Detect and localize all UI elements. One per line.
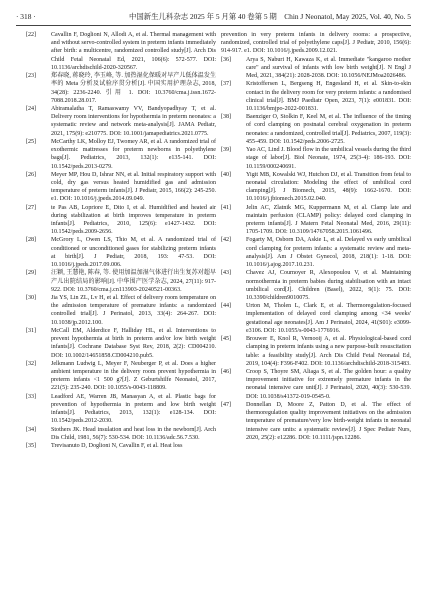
reference-item [26,442,216,450]
reference-text: Jelin AC, Zlatnik MG, Kuppermann M, et al. Clamp late and maintain perfusion (CLAMP) policy: delayed cord clamping in preterm infants[J]. J Matern Fetal Neonatal Med, 2016, 29(11): 1705-1709. DOI: 10.3109/14767058.2015.1061496. [246,204,411,236]
reference-number: [35] [26,442,37,449]
reference-item [221,171,411,204]
reference-item [26,426,216,442]
reference-item [221,335,411,368]
reference-number: [23] [26,73,37,80]
reference-text: 汪颖, 王慧艳, 陈春, 等. 使用加温加湿气体进行出生复苏对超早产儿出院结局的影响[J]. 中华围产医学杂志, 2024, 27(11): 917-922. DOI: 10.3760/cma.j.cn113903-20240521-00363. [51,270,216,293]
reference-continuation: prevention in very preterm infants in delivery rooms: a prospective, randomized, controlled trial of polyethylene caps[J]. J Pediatr, 2010, 156(6): 914-917. e1. DOI: 10.1016/j.jpeds.2009.12.021. [221,32,411,55]
reference-number: [30] [26,295,37,301]
reference-column-right [221,31,411,442]
reference-item [221,146,411,171]
reference-text: Arya S, Naburi H, Kawaza K, et al. Immediate "kangaroo mother care" and survival of infants with low birth weight[J]. N Engl J Med, 2021, 384(21): 2028-2038. DOI: 10.1056/NEJMoa2026486. [246,56,411,80]
reference-number: [26] [26,171,37,178]
reference-text: Chavez AJ, Cournoyer R, Alexopoulou V, et al. Maintaining normothermia in preterm babies during stabilisation with an intact umbilical cord[J]. Children (Basel), 2022, 9(1): 75. DOI: 10.3390/children9010075. [246,270,411,301]
reference-text: Meyer MP, Hou D, Ishrar NN, et al. Initial respiratory support with cold, dry gas versus heated humidified gas and admission temperature of preterm infants[J]. J Pediatr, 2015, 166(2): 245-250. e1. DOI: 10.1016/j.jpeds.2014.09.049. [51,171,216,203]
reference-number: [38] [221,114,232,121]
reference-item [26,360,216,393]
reference-item [26,236,216,269]
reference-number: [25] [26,138,37,145]
reference-item [26,31,216,72]
reference-item [26,327,216,360]
reference-text: Fogarty M, Osborn DA, Askie L, et al. Delayed vs early umbilical cord clamping for preterm infants: a systematic review and meta-analysis[J]. Am J Obstet Gynecol, 2018, 218(1): 1-18. DOI: 10.1016/j.ajog.2017.10.231. [246,237,411,269]
reference-number: [27] [26,204,37,211]
reference-item [26,393,216,426]
reference-item [26,204,216,237]
reference-number: [43] [221,270,232,277]
reference-number: [39] [221,147,232,154]
reference-number: [28] [26,237,37,244]
reference-item [221,80,411,113]
reference-number: [44] [221,303,232,310]
reference-text: 郑春晓, 蒋晓玲, 李玉峰, 等. 加热湿化保暖对早产儿低体温发生率的 Meta 分析及试验序贯分析[J]. 中国实用护理杂志, 2018, 34(28): 2236-2240. 引用 1. DOI: 10.3760/cma.j.issn.1672-7088.2018.28.017. [51,73,216,104]
reference-number: [46] [221,368,232,375]
journal-citation: 中国新生儿科杂志 2025 年 5 月第 40 卷第 5 期 Chin J Neonatol, May 2025, Vol. 40, No. 5 [128,12,411,21]
reference-number: [42] [221,237,232,244]
reference-item [26,72,216,105]
reference-item [221,368,411,401]
reference-text: Cavallin F, Doglioni N, Allodi A, et al. Thermal management with and without servo-controlled system in preterm infants immediately after birth: a multicentre, randomized controlled study[J]. Arch Dis Child Fetal Neonatal Ed, 2021, 106(6): 572-577. DOI: 10.1136/archdischild-2020-320567. [51,32,216,71]
reference-text: Donnellan D, Moore Z, Patton D, et al. The effect of thermoregulation quality improvement initiatives on the admission temperature of premature/very low birth-weight infants in neonatal intensive care units: a systematic review[J]. J Spec Pediatr Nurs, 2020, 25(2): e12286. DOI: 10.1111/jspn.12286. [246,401,411,441]
reference-text: Kristoffersen L, Bergseng H, Engesland H, et al. Skin-to-skin contact in the delivery room for very preterm infants: a randomised clinical trial[J]. BMJ Paediatr Open, 2023, 7(1): e001831. DOI: 10.1136/bmjpo-2022-001831. [246,81,411,112]
reference-number: [47] [221,401,232,408]
reference-number: [29] [26,270,37,277]
reference-text: Stothers JK. Head insulation and heat loss in the newborn[J]. Arch Dis Child, 1981, 56(7): 530-534. DOI: 10.1136/adc.56.7.530. [51,426,216,441]
reference-number: [41] [221,204,232,211]
reference-text: Yigit MB, Kowalski WJ, Hutchon DJ, et al. Transition from fetal to neonatal circulation: Modeling the effect of umbilical cord clamping[J]. J Biomech, 2015, 48(9): 1662-1670. DOI: 10.1016/j.jbiomech.2015.02.040. [246,171,411,203]
reference-item [221,401,411,442]
reference-number: [40] [221,171,232,178]
reference-text: Leadford AE, Warren JB, Manasyan A, et al. Plastic bags for prevention of hypothermia in preterm and low birth weight infants[J]. Pediatrics, 2013, 132(1): e128-134. DOI: 10.1542/peds.2012-2030. [51,393,216,425]
reference-text: Croop S, Thoyre SM, Aliaga S, et al. The golden hour: a quality improvement initiative for extremely premature infants in the neonatal intensive care unit[J]. J Perinatol, 2020, 40(3): 530-539. DOI: 10.1038/s41372-019-0545-0. [246,368,411,400]
reference-text: Baenziger O, Stolkin F, Keel M, et al. The influence of the timing of cord clamping on postnatal cerebral oxygenation in preterm neonates: a randomized, controlled trial[J]. Pediatrics, 2007, 119(3): 455-459. DOI: 10.1542/peds.2006-2725. [246,114,411,145]
reference-number: [22] [26,32,37,38]
reference-text: Jelkmann Ludwig L, Meyer F, Neuberger P, et al. Does a higher ambient temperature in the delivery room prevent hypothermia in preterm infants <1 500 g?[J]. Z Geburtshilfe Neonatol, 2017, 221(5): 235-240. DOI: 10.1055/s-0043-118809. [51,360,216,392]
reference-item [221,204,411,237]
reference-text: McCall EM, Alderdice F, Halliday HL, et al. Interventions to prevent hypothermia at birth in preterm and/or low birth weight infants[J]. Cochrane Database Syst Rev, 2018, 2(2): CD004210. DOI: 10.1002/14651858.CD004210.pub5. [51,327,216,359]
reference-text: Trevisanuto D, Doglioni N, Cavallin F, et al. Heat loss [51,442,183,449]
reference-item [26,138,216,171]
reference-item [26,294,216,327]
page-header [16,10,411,24]
reference-text: Urton M, Tholen L, Clark E, et al. Thermoregulation-focused implementation of delayed cord clamping among <34 weeks' gestational age neonates[J]. Am J Perinatol, 2024, 41(S01): e3099-e3106. DOI: 10.1055/s-0043-1776916. [246,303,411,334]
reference-item [221,113,411,146]
reference-number: [31] [26,327,37,334]
reference-item [26,171,216,204]
reference-text: Yao AC, Lind J. Blood flow in the umbilical vessels during the third stage of labor[J]. Biol Neonate, 1974, 25(3-4): 186-193. DOI: 10.1159/000240691. [246,147,411,170]
reference-number: [32] [26,360,37,367]
reference-number: [45] [221,336,232,343]
header-divider [16,25,411,26]
reference-number: [33] [26,393,37,400]
page-number: · 318 · [16,12,36,21]
reference-item [26,105,216,138]
reference-number: [24] [26,105,37,112]
reference-text: McCarthy LK, Molloy EJ, Twomey AR, et al. A randomized trial of exothermic mattresses for preterm newborns in polyethylene bags[J]. Pediatrics, 2013, 132(1): e135-141. DOI: 10.1542/peds.2013-0279. [51,138,216,170]
reference-item [221,236,411,269]
reference-number: [36] [221,56,232,63]
reference-number: [34] [26,426,37,433]
reference-item [221,56,411,81]
reference-item [221,269,411,302]
reference-text: Brouwer E, Knol R, Vernooij A, et al. Physiological-based cord clamping in preterm infants using a new purpose-built resuscitation table: a feasibility study[J]. Arch Dis Child Fetal Neonatal Ed, 2019, 104(4): F396-F402. DOI: 10.1136/archdischild-2018-315483. [246,336,411,367]
reference-text: McGrory L, Owen LS, Thio M, et al. A randomized trial of conditioned or unconditioned gases for stabilizing preterm infants at birth[J]. J Pediatr, 2018, 193: 47-53. DOI: 10.1016/j.jpeds.2017.09.006. [51,237,216,269]
reference-text: Jia YS, Lin ZL, Lv H, et al. Effect of delivery room temperature on the admission temperature of premature infants: a randomized controlled trial[J]. J Perinatol, 2013, 33(4): 264-267. DOI: 10.1038/jp.2012.100. [51,295,216,326]
reference-column-left [26,31,216,450]
reference-number: [37] [221,81,232,88]
reference-text: Abiramalatha T, Ramaswamy VV, Bandyopadhyay T, et al. Delivery room interventions for hypothermia in preterm neonates: a systematic review and network meta-analysis[J]. JAMA Pediatr, 2021, 175(9): e210775. DOI: 10.1001/jamapediatrics.2021.0775. [51,105,216,137]
reference-text: te Pas AB, Lopriore E, Dito I, et al. Humidified and heated air during stabilization at birth improves temperature in preterm infants[J]. Pediatrics, 2010, 125(6): e1427-1432. DOI: 10.1542/peds.2009-2656. [51,204,216,236]
reference-item [221,302,411,335]
reference-item [26,269,216,294]
